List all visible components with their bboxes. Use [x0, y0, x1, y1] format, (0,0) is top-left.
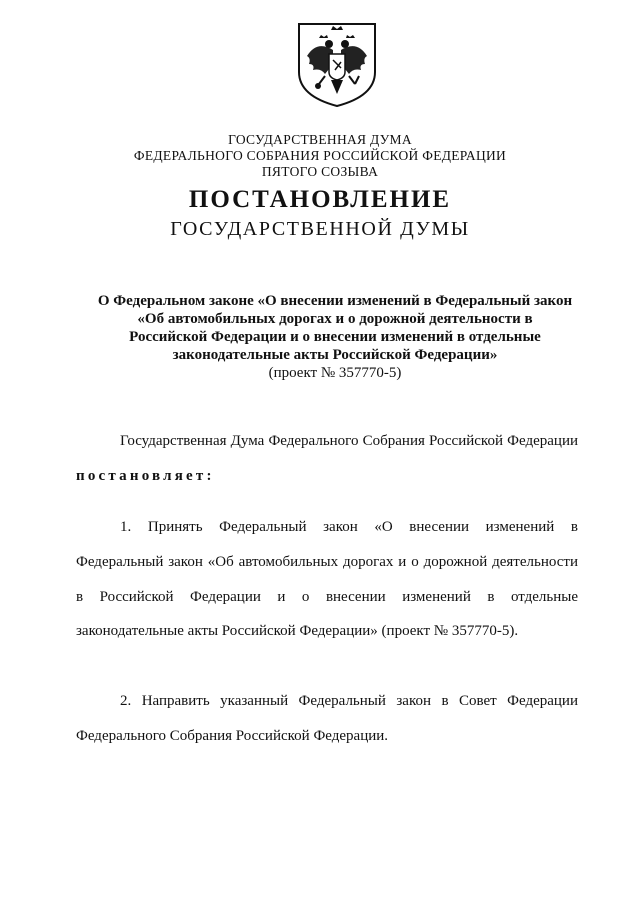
- project-number: (проект № 357770-5): [268, 365, 402, 381]
- preamble-paragraph: [76, 424, 578, 494]
- preamble-text: Государственная Дума Федерального Собрания Российской Федерации: [120, 433, 578, 449]
- item-1-paragraph: 1. Принять Федеральный закон «О внесении изменений в Федеральный закон «Об автомобильных дорогах и о дорожной деятельности в Российской Федерации и о внесении изменений в отдельные законодательные акты Российской Федерации» (проект № 357770-5).: [76, 519, 578, 640]
- subject-line: «Об автомобильных дорогах и о дорожной деятельности в: [137, 311, 533, 327]
- header-convocation: ПЯТОГО СОЗЫВА: [261, 164, 379, 179]
- preamble-verb: постановляет:: [76, 467, 215, 484]
- document-title: ПОСТАНОВЛЕНИЕ: [188, 186, 452, 213]
- header-organization: ГОСУДАРСТВЕННАЯ ДУМА: [228, 132, 412, 147]
- subject-line: Российской Федерации и о внесении изменений в отдельные: [129, 329, 541, 345]
- coat-of-arms-icon: [295, 20, 379, 108]
- subject-line: О Федеральном законе «О внесении изменений в Федеральный закон: [97, 293, 573, 309]
- subject-line: законодательные акты Российской Федерации»: [172, 347, 498, 363]
- document-subtitle: ГОСУДАРСТВЕННОЙ ДУМЫ: [170, 218, 470, 240]
- header-assembly: ФЕДЕРАЛЬНОГО СОБРАНИЯ РОССИЙСКОЙ ФЕДЕРАЦИИ: [133, 148, 507, 163]
- document-subject: [70, 292, 600, 382]
- item-2-paragraph: 2. Направить указанный Федеральный закон в Совет Федерации Федерального Собрания Российской Федерации.: [76, 693, 578, 744]
